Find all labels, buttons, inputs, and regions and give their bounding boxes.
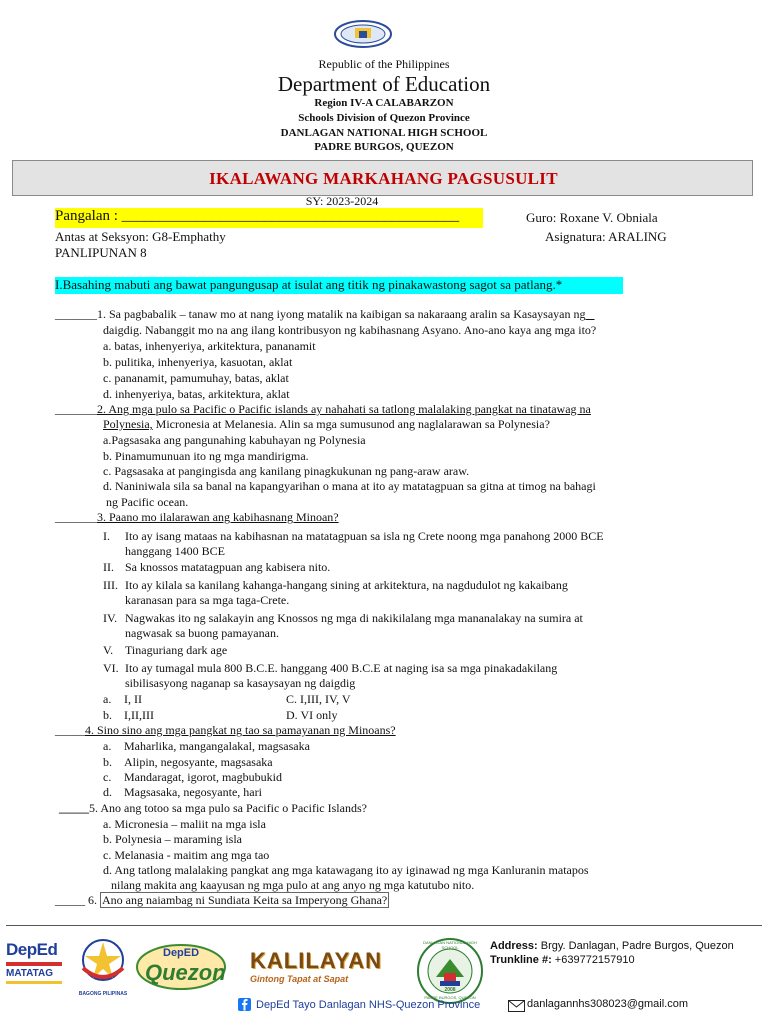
school-year: SY: 2023-2024 [305,194,379,208]
exam-title: IKALAWANG MARKAHANG PAGSUSULIT [209,169,558,188]
q1-stem-line1: 1. Sa pagbabalik – tanaw mo at nang iyong matalik na kaibigan sa nakaraang aralin sa Kasaysayan ng [97,307,586,321]
address-label: Address: [490,940,538,952]
q3-option-d: D. VI only [286,708,338,722]
q3-option-a-label: a. [103,692,112,706]
deped-quezon-logo: DepED Quezon [135,943,227,991]
answer-blank-1[interactable]: _______ [55,307,97,321]
q4-option-a-label: a. [103,739,112,753]
question-4-stem [55,723,396,738]
instruction-text: I.Basahing mabuti ang bawat pangungusap at isulat ang titik ng pinakawastong sagot sa patlang.* [55,277,623,294]
answer-blank-4[interactable]: _____ [55,723,85,737]
q1-option-d: d. inhenyeriya, batas, arkitektura, aklat [103,387,290,401]
exam-title-box [12,160,753,196]
q3-option-a: I, II [124,692,142,706]
address-value: Brgy. Danlagan, Padre Burgos, Quezon [537,940,734,952]
q5-option-d-line1: d. Ang tatlong malalaking pangkat ang mga katawagang ito ay iginawad ng mga Kanluranin matapos [103,863,589,877]
q3-option-b: I,II,III [124,708,154,722]
bagong-pilipinas-logo: BAGONG PILIPINAS [73,938,133,996]
school-name: DANLAGAN NATIONAL HIGH SCHOOL [280,127,488,139]
facebook-icon [238,998,251,1011]
q5-option-b: b. Polynesia – maraming isla [103,832,242,846]
q4-option-a: Maharlika, mangangalakal, magsasaka [124,739,310,753]
q4-option-d: Magsasaka, negosyante, hari [124,785,262,799]
q5-option-a: a. Micronesia – maliit na mga isla [103,817,266,831]
q4-stem: 4. Sino sino ang mga pangkat ng tao sa pamayanan ng Minoans? [85,723,396,737]
q3-item-2: II. Sa knossos matatagpuan ang kabisera nito. [103,560,331,574]
q1-option-c: c. pananamit, pamumuhay, batas, aklat [103,371,289,385]
q5-option-c: c. Melanasia - maitim ang mga tao [103,848,270,862]
answer-blank-6[interactable]: _____ [55,893,85,907]
q3-item-4: IV. Nagwakas ito ng salakayin ang Knossos ng mga di nakikilalang mga mananalakay na sumira at nagwasak sa buong pamayanan. [103,611,583,640]
answer-blank-2[interactable]: _______ [55,402,97,416]
school-seal: DANLAGAN NATIONAL HIGH SCHOOL 2008 PADRE BURGOS, QUEZON [416,937,484,1005]
footer-address [490,940,734,952]
q1-stem-tail [586,307,595,321]
trunkline-label: Trunkline #: [490,954,552,966]
subject-continuation: PANLIPUNAN 8 [55,245,147,260]
q2-option-b: b. Pinamumunuan ito ng mga mandirigma. [103,449,309,463]
q3-option-c: C. I,III, IV, V [286,692,351,706]
q6-stem: Ano ang naiambag ni Sundiata Keita sa Imperyong Ghana? [102,893,388,907]
question-2-stem [55,402,695,417]
facebook-page-link[interactable]: DepEd Tayo Danlagan NHS-Quezon Province [256,999,481,1011]
q6-number: 6. [85,893,100,907]
q3-item-1: I. Ito ay isang mataas na kabihasnan na matatagpuan sa isla ng Crete noong mga panahong 2000 BCE hanggang 1400 BCE [103,529,604,558]
q4-option-c: Mandaragat, igorot, magbubukid [124,770,282,784]
answer-blank-3[interactable]: _______ [55,510,97,524]
q2-stem-line2-rest: Micronesia at Melanesia. Alin sa mga sumusunod ang naglalarawan sa Polynesia? [152,417,550,431]
q3-item-5: V. Tinaguriang dark age [103,643,228,657]
answer-blank-5[interactable]: _____ [59,801,89,815]
subject-label: Asignatura: ARALING [545,229,667,244]
school-location: PADRE BURGOS, QUEZON [314,141,454,153]
footer-divider [6,925,762,926]
q5-option-d-line2: nilang makita ang kaayusan ng mga pulo at ang anyo ng mga katutubo nito. [111,878,475,892]
q2-option-a: a.Pagsasaka ang pangunahing kabuhayan ng Polynesia [103,433,366,447]
q4-option-c-label: c. [103,770,112,784]
q3-option-b-label: b. [103,708,112,722]
email-link[interactable]: danlagannhs308023@gmail.com [527,998,688,1010]
q4-option-b: Alipin, negosyante, magsasaka [124,755,273,769]
question-6-stem [55,893,389,908]
q1-option-a: a. batas, inhenyeriya, arkitektura, pananamit [103,339,316,353]
q2-stem-line1: 2. Ang mga pulo sa Pacific o Pacific islands ay nahahati sa tatlong malalaking pangkat na tinatawag na [97,402,591,416]
question-3-stem [55,510,339,525]
q2-option-c: c. Pagsasaka at pangingisda ang kanilang pinagkukunan ng pang-araw araw. [103,464,470,478]
q1-stem-line2: daigdig. Nabanggit mo na ang ilang kontribusyon ng kabihasnang Asyano. Ano-ano kaya ang mga ito? [103,323,597,337]
q3-stem: 3. Paano mo ilalarawan ang kabihasnang Minoan? [97,510,339,524]
q1-option-b: b. pulitika, inhenyeriya, kasuotan, aklat [103,355,293,369]
q5-stem: 5. Ano ang totoo sa mga pulo sa Pacific o Pacific Islands? [89,801,367,815]
trunkline-value: +639772157910 [551,954,635,966]
name-blank: _____________________________________________ [121,208,460,224]
question-1-stem [55,307,695,322]
q3-item-6: VI. Ito ay tumagal mula 800 B.C.E. hanggang 400 B.C.E at naging isa sa mga pinakadakilang sibilisasyong naganap sa kasaysayan ng daigdig [103,661,558,690]
q2-option-d-line1: d. Naniniwala sila sa banal na kapangyarihan o mana at ito ay matatagpuan sa gitna at timog na bahagi [103,479,596,493]
region-label: Region IV-A CALABARZON [314,97,454,109]
deped-matatag-logo: DepEd MATATAG [6,940,68,996]
footer-trunkline [490,954,635,966]
email-icon [508,999,525,1011]
republic-label: Republic of the Philippines [318,57,450,71]
teacher-label: Guro: Roxane V. Obniala [526,210,658,225]
name-label: Pangalan : [55,208,122,224]
q2-polynesia: Polynesia, [103,417,153,431]
q2-option-d-line2: ng Pacific ocean. [106,495,189,509]
deped-seal [333,20,393,48]
q2-stem-line2 [103,417,550,432]
q3-item-3: III. Ito ay kilala sa kanilang kahanga-hangang sining at arkitektura, na nagdudulot ng kakaibang karanasan para sa mga taga-Crete. [103,578,568,607]
name-field[interactable] [55,208,483,228]
section-label: Antas at Seksyon: G8-Emphathy [55,229,226,244]
kalilayan-logo: KALILAYAN Gintong Tapat at Sapat [250,948,383,984]
question-5-stem [59,801,367,816]
division-label: Schools Division of Quezon Province [298,112,470,124]
q4-option-b-label: b. [103,755,112,769]
department-title: Department of Education [277,72,491,96]
q4-option-d-label: d. [103,785,112,799]
